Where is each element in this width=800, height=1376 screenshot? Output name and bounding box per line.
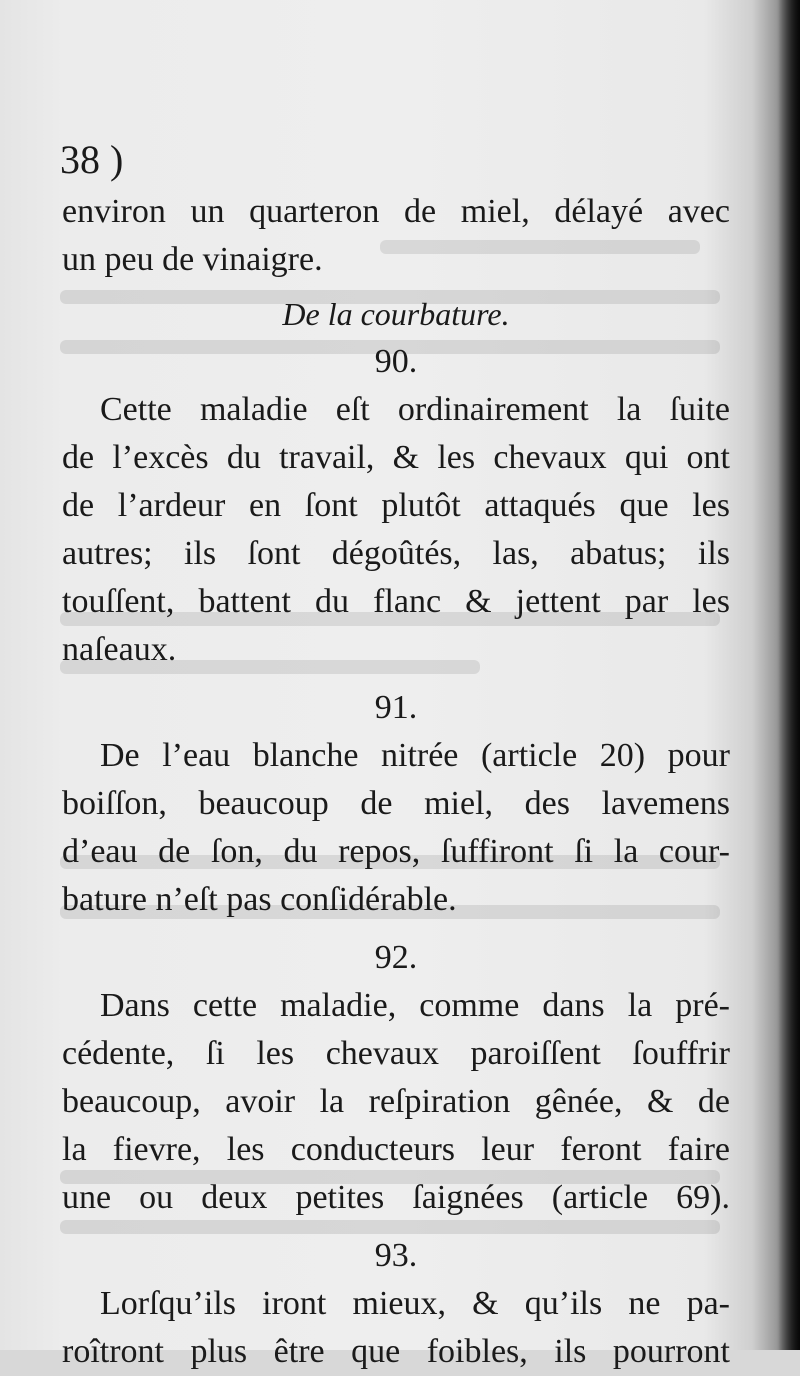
text-body xyxy=(62,188,730,1376)
paragraph-number: 92. xyxy=(374,939,418,976)
paragraph-number: 93. xyxy=(374,1237,418,1274)
text-line: d’eau de ſon, du repos, ſuffiront ſi la cour- xyxy=(62,833,730,870)
text-line: environ un quarteron de miel, délayé avec xyxy=(62,193,730,230)
text-line: naſeaux. xyxy=(62,631,177,668)
text-line: Cette maladie eſt ordinairement la ſuite xyxy=(100,391,730,428)
text-line: autres; ils ſont dégoûtés, las, abatus; ils xyxy=(62,535,730,572)
text-line: touſſent, battent du flanc & jettent par les xyxy=(62,583,730,620)
text-line: cédente, ſi les chevaux paroiſſent ſouffrir xyxy=(62,1035,730,1072)
spine-shadow xyxy=(778,0,800,1350)
text-line: un peu de vinaigre. xyxy=(62,241,323,278)
section-title: De la courbature. xyxy=(282,296,510,332)
text-line: roîtront plus être que foibles, ils pourront xyxy=(62,1333,730,1370)
text-line: de l’excès du travail, & les chevaux qui ont xyxy=(62,439,730,476)
paragraph-number: 90. xyxy=(374,343,418,380)
text-line: une ou deux petites ſaignées (article 69). xyxy=(62,1179,730,1216)
text-line: bature n’eſt pas conſidérable. xyxy=(62,881,457,918)
text-line: la fievre, les conducteurs leur feront faire xyxy=(62,1131,730,1168)
text-line: beaucoup, avoir la reſpiration gênée, & de xyxy=(62,1083,730,1120)
paragraph-number: 91. xyxy=(374,689,418,726)
text-line: Lorſqu’ils iront mieux, & qu’ils ne pa- xyxy=(100,1285,730,1322)
text-line: De l’eau blanche nitrée (article 20) pour xyxy=(100,737,730,774)
text-line: de l’ardeur en ſont plutôt attaqués que les xyxy=(62,487,730,524)
text-line: boiſſon, beaucoup de miel, des lavemens xyxy=(62,785,730,822)
text-line: Dans cette maladie, comme dans la pré- xyxy=(100,987,730,1024)
page-number: 38 ) xyxy=(60,137,124,182)
